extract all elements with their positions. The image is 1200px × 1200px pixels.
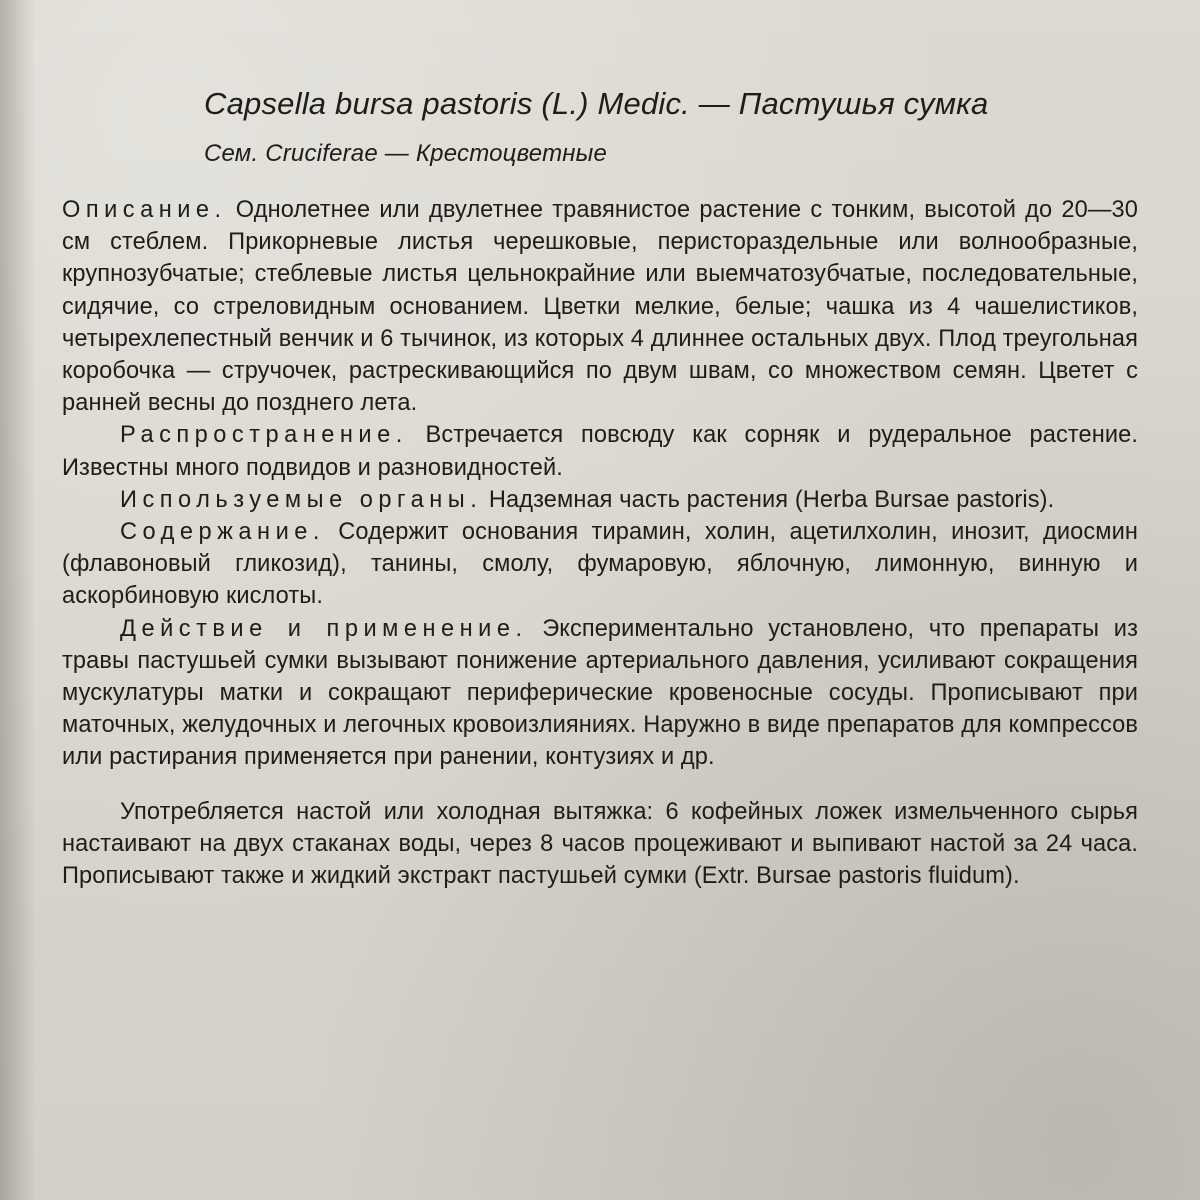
section-text: Содержит основания тирамин, холин, ацетилхолин, инозит, диосмин (флавоновый гликозид), танины, смолу, фумаровую, яблочную, лимонную, винную и аскорбиновую кислоты. <box>62 519 1138 610</box>
section-heading: Описание. <box>62 197 227 223</box>
section-heading: Содержание. <box>120 519 325 546</box>
family-name: Сем. Cruciferae — Крестоцветные <box>204 140 608 167</box>
section-used-parts <box>62 484 1138 516</box>
section-contents <box>62 516 1138 613</box>
page-fold-shadow <box>0 0 36 1200</box>
section-action-and-use <box>62 613 1138 774</box>
section-text: Встречается повсюду как сорняк и рудеральное растение. Известны много подвидов и разновидностей. <box>62 422 1138 481</box>
section-usage: Употребляется настой или холодная вытяжка: 6 кофейных ложек измельченного сырья настаивают на двух стаканах воды, через 8 часов процеживают и выпивают настой за 24 часа. Прописывают также и жидкий экстракт пастушьей сумки (Extr. Bursae pastoris fluidum). <box>62 798 1138 890</box>
section-description <box>62 194 1138 419</box>
section-heading: Распространение. <box>120 422 408 449</box>
section-heading: Действие и применение. <box>120 615 528 642</box>
section-distribution <box>62 419 1138 483</box>
section-text: Надземная часть растения (Herba Bursae pastoris). <box>482 486 1055 513</box>
latin-title: Capsella bursa pastoris (L.) Medic. — Пастушья сумка <box>204 86 989 121</box>
section-text: Экспериментально установлено, что препараты из травы пастушьей сумки вызывают понижение артериального давления, усиливают сокращения мускулатуры матки и сокращают периферические кровеносные сосуды. Прописывают при маточных, желудочных и легочных кровоизлияниях. Наружно в виде препаратов для компрессов или растирания применяется при ранении, контузиях и др. <box>62 615 1138 771</box>
section-heading: Используемые органы. <box>120 486 483 513</box>
section-text: Однолетнее или двулетнее травянистое растение с тонким, высотой до 20—30 см стеблем. Прикорневые листья черешковые, перистораздельные или волнообразные, крупнозубчатые; стеблевые листья цельнокрайние или выемчатозубчатые, последовательные, сидячие, со стреловидным основанием. Цветки мелкие, белые; чашка из 4 чашелистиков, четырехлепестный венчик и 6 тычинок, из которых 4 длиннее остальных двух. Плод треугольная коробочка — стручочек, растрескивающийся по двум швам, со множеством семян. Цветет с ранней весны до позднего лета. <box>62 197 1138 417</box>
text-block <box>62 82 1138 892</box>
